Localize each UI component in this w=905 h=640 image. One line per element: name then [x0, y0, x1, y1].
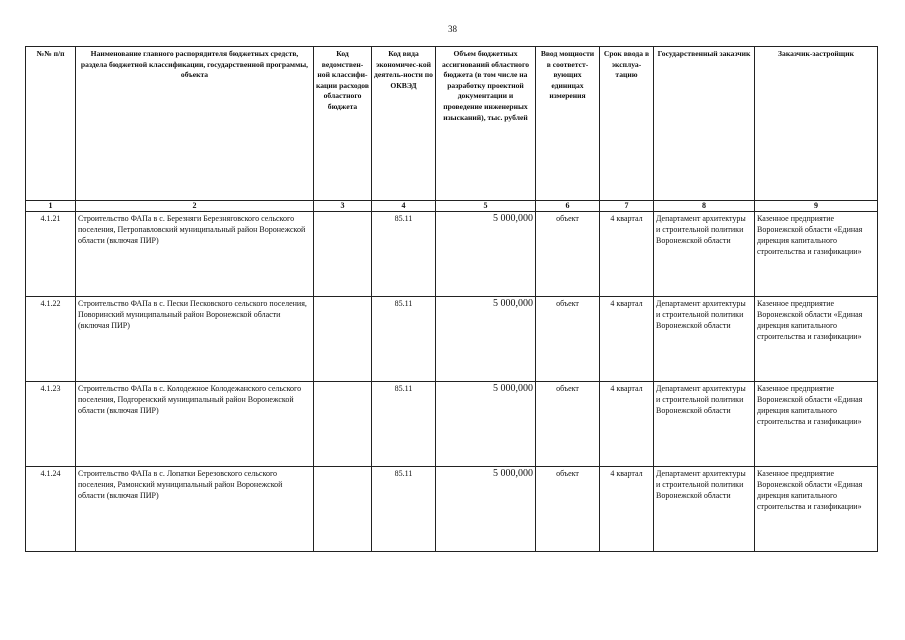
- capacity-unit: объект: [536, 467, 600, 552]
- header-okved: Код вида экономичес-кой деятель-ности по ОКВЭД: [372, 47, 436, 201]
- developer: Казенное предприятие Воронежской области «Единая дирекция капитального строительства и газификации»: [755, 297, 878, 382]
- header-capacity: Ввод мощности в соответст-вующих единицах измерения: [536, 47, 600, 201]
- capacity-unit: объект: [536, 212, 600, 297]
- column-number: 3: [314, 201, 372, 212]
- capacity-unit: объект: [536, 382, 600, 467]
- row-number: 4.1.21: [26, 212, 76, 297]
- object-name: Строительство ФАПа в с. Колодежное Колодежанского сельского поселения, Подгоренский муниципальный район Воронежской области (включая ПИР): [76, 382, 314, 467]
- vedom-code: [314, 212, 372, 297]
- budget-amount: 5 000,000: [436, 297, 536, 382]
- row-number: 4.1.22: [26, 297, 76, 382]
- developer: Казенное предприятие Воронежской области «Единая дирекция капитального строительства и газификации»: [755, 212, 878, 297]
- object-name: Строительство ФАПа в с. Лопатки Березовского сельского поселения, Рамонский муниципальный район Воронежской области (включая ПИР): [76, 467, 314, 552]
- state-customer: Департамент архитектуры и строительной политики Воронежской области: [654, 467, 755, 552]
- developer: Казенное предприятие Воронежской области «Единая дирекция капитального строительства и газификации»: [755, 382, 878, 467]
- state-customer: Департамент архитектуры и строительной политики Воронежской области: [654, 297, 755, 382]
- header-term: Срок ввода в эксплуа-тацию: [600, 47, 654, 201]
- column-number: 1: [26, 201, 76, 212]
- commissioning-term: 4 квартал: [600, 297, 654, 382]
- column-number: 5: [436, 201, 536, 212]
- table-row: [26, 467, 878, 552]
- okved-code: 85.11: [372, 297, 436, 382]
- row-number: 4.1.24: [26, 467, 76, 552]
- capacity-unit: объект: [536, 297, 600, 382]
- table-row: [26, 382, 878, 467]
- header-row: [26, 47, 878, 201]
- column-number: 4: [372, 201, 436, 212]
- commissioning-term: 4 квартал: [600, 382, 654, 467]
- okved-code: 85.11: [372, 467, 436, 552]
- column-number: 2: [76, 201, 314, 212]
- okved-code: 85.11: [372, 212, 436, 297]
- header-developer: Заказчик-застройщик: [755, 47, 878, 201]
- vedom-code: [314, 382, 372, 467]
- developer: Казенное предприятие Воронежской области «Единая дирекция капитального строительства и газификации»: [755, 467, 878, 552]
- vedom-code: [314, 297, 372, 382]
- budget-amount: 5 000,000: [436, 467, 536, 552]
- header-customer: Государственный заказчик: [654, 47, 755, 201]
- state-customer: Департамент архитектуры и строительной политики Воронежской области: [654, 382, 755, 467]
- table-row: [26, 297, 878, 382]
- header-name: Наименование главного распорядителя бюджетных средств, раздела бюджетной классификации, государственной программы, объекта: [76, 47, 314, 201]
- state-customer: Департамент архитектуры и строительной политики Воронежской области: [654, 212, 755, 297]
- budget-amount: 5 000,000: [436, 212, 536, 297]
- budget-amount: 5 000,000: [436, 382, 536, 467]
- row-number: 4.1.23: [26, 382, 76, 467]
- header-amount: Объем бюджетных ассигнований областного бюджета (в том числе на разработку проектной документации и проведение инженерных изысканий), тыс. рублей: [436, 47, 536, 201]
- page-number: 38: [448, 24, 457, 34]
- commissioning-term: 4 квартал: [600, 467, 654, 552]
- vedom-code: [314, 467, 372, 552]
- column-number: 6: [536, 201, 600, 212]
- column-number: 9: [755, 201, 878, 212]
- column-number-row: [26, 201, 878, 212]
- object-name: Строительство ФАПа в с. Березняги Березняговского сельского поселения, Петропавловский муниципальный район Воронежской области (включая ПИР): [76, 212, 314, 297]
- commissioning-term: 4 квартал: [600, 212, 654, 297]
- header-num: №№ п/п: [26, 47, 76, 201]
- table-row: [26, 212, 878, 297]
- column-number: 7: [600, 201, 654, 212]
- budget-allocation-table: [25, 46, 878, 552]
- object-name: Строительство ФАПа в с. Пески Песковского сельского поселения, Поворинский муниципальный район Воронежской области (включая ПИР): [76, 297, 314, 382]
- okved-code: 85.11: [372, 382, 436, 467]
- column-number: 8: [654, 201, 755, 212]
- header-code-vedom: Код ведомствен-ной классифи-кации расходов областного бюджета: [314, 47, 372, 201]
